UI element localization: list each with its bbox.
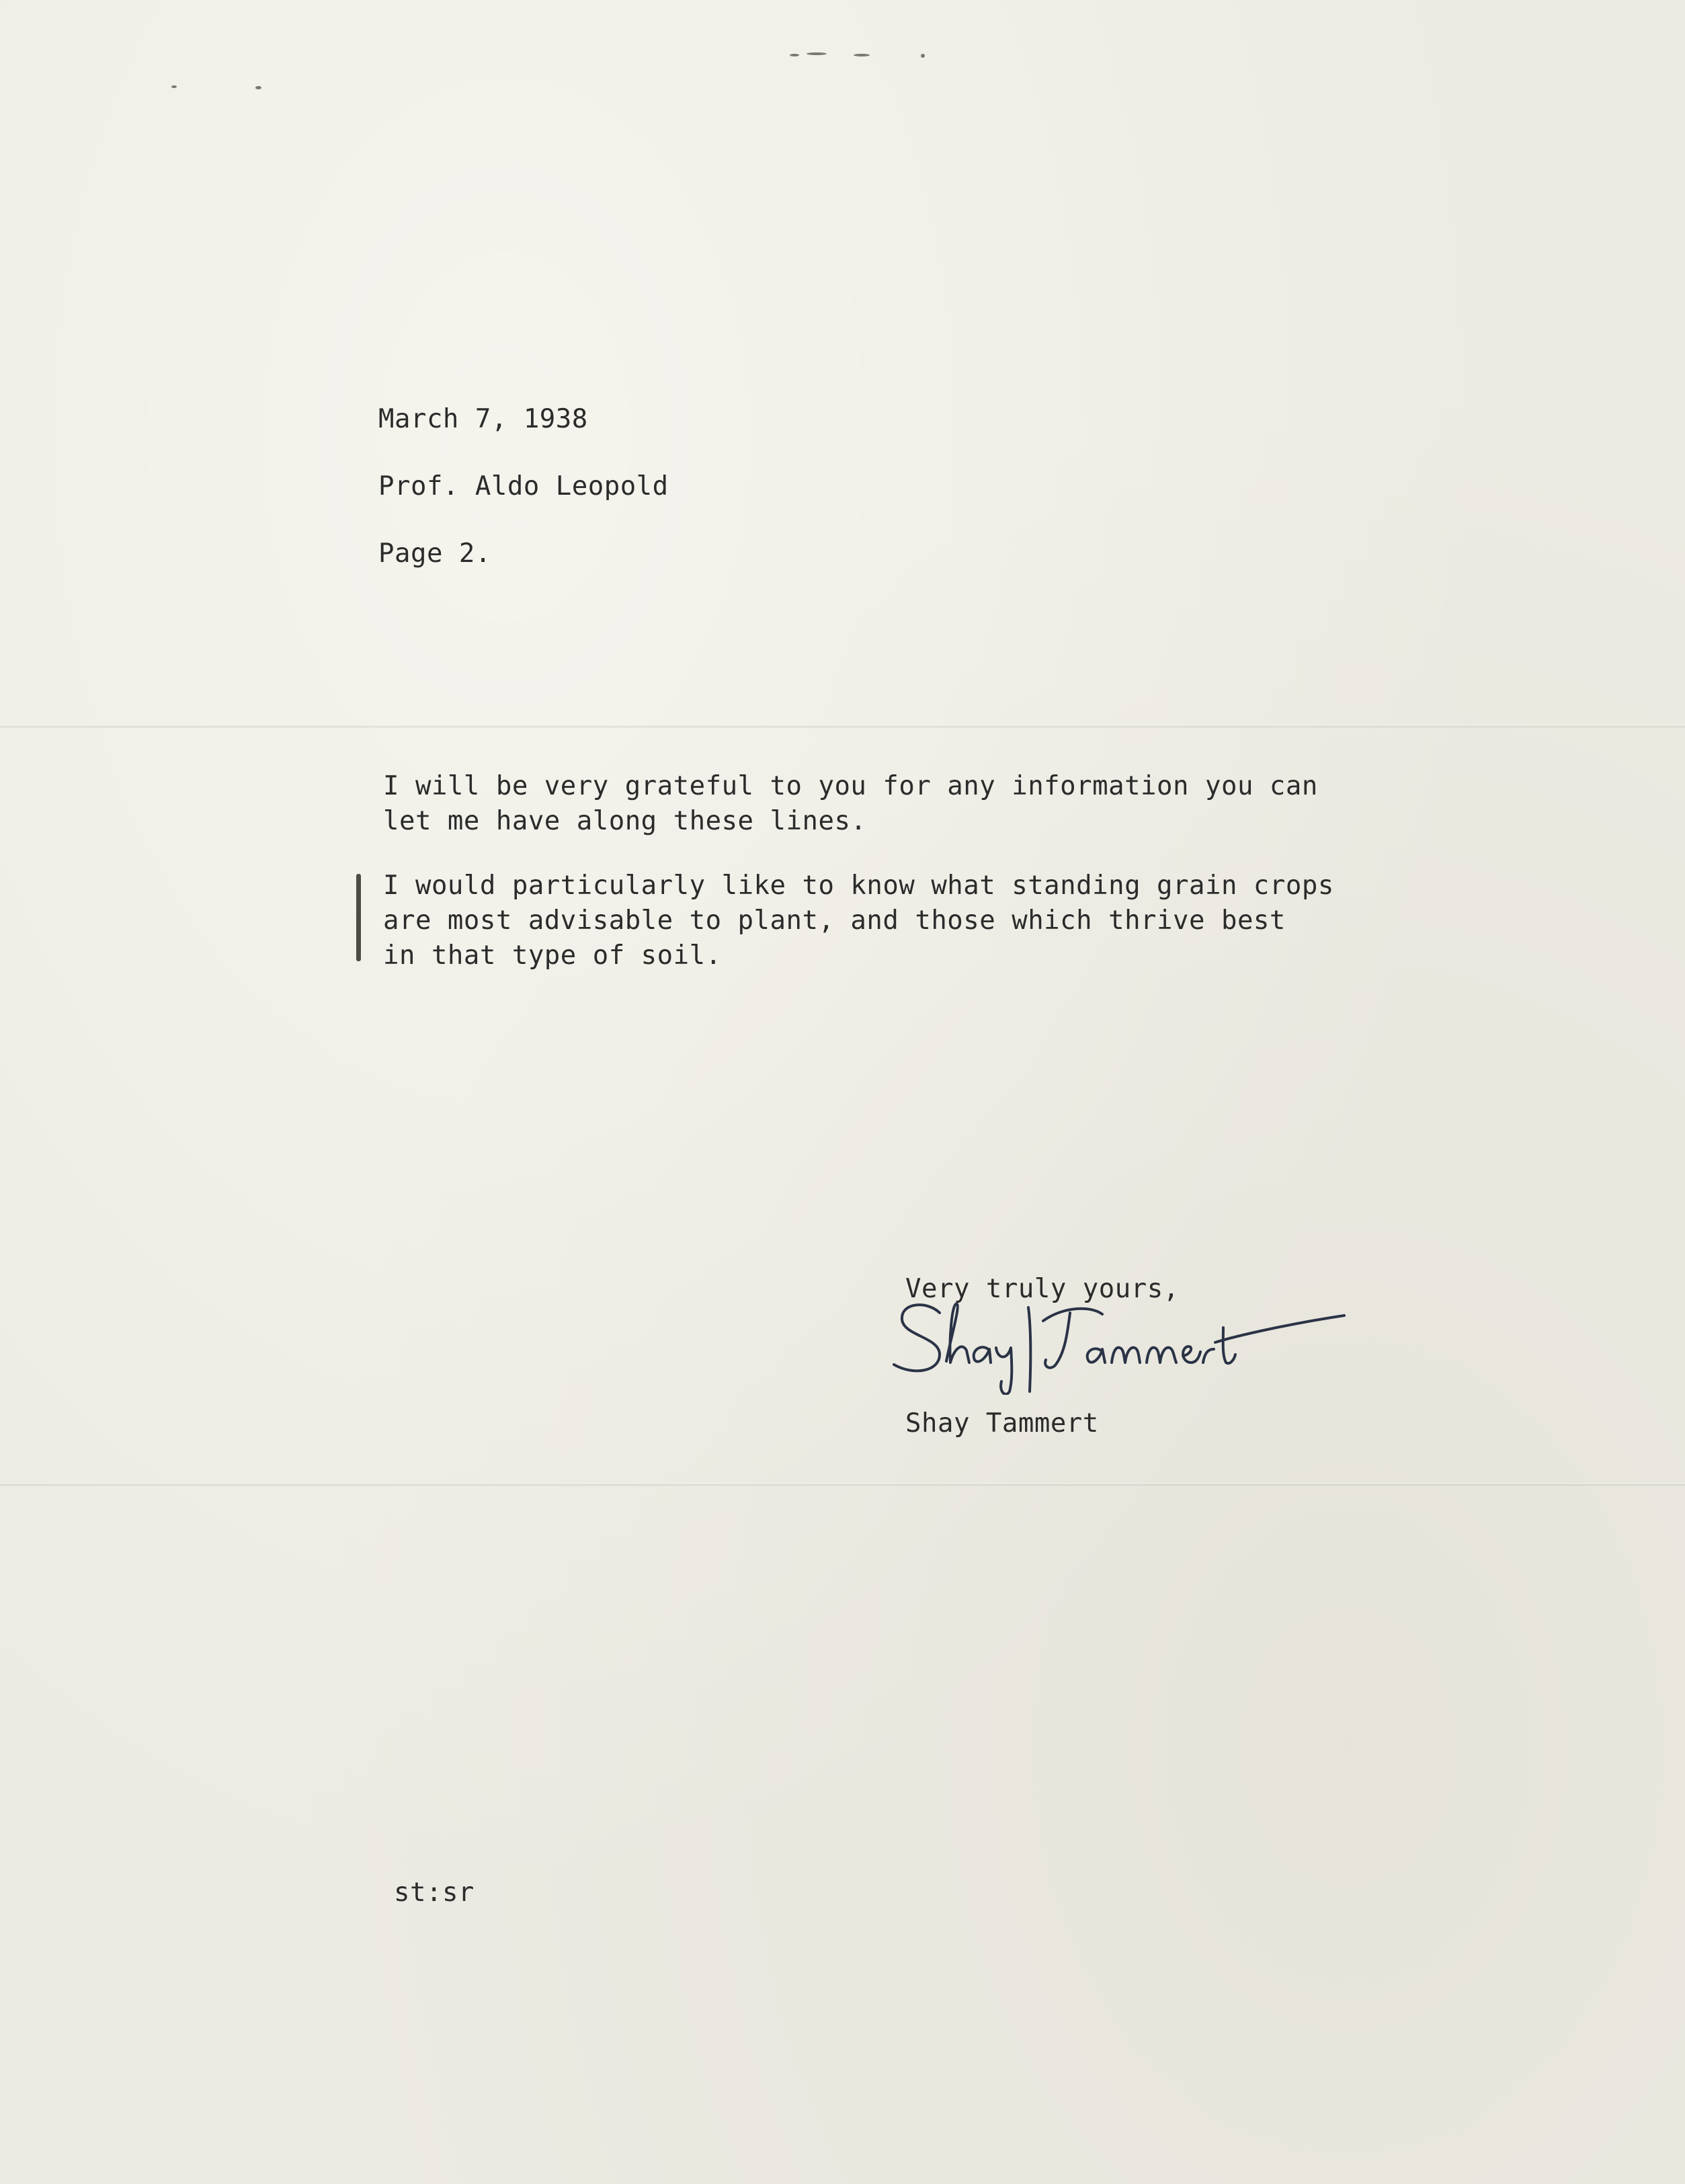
margin-mark xyxy=(356,874,361,961)
paper-speck xyxy=(854,54,870,56)
paper-speck xyxy=(255,86,261,89)
paragraph-2-line-2: are most advisable to plant, and those which thrive best xyxy=(383,905,1286,936)
paper-speck xyxy=(171,85,177,88)
reference-initials: st:sr xyxy=(394,1877,475,1908)
closing: Very truly yours, xyxy=(905,1274,1180,1304)
paragraph-2-line-3: in that type of soil. xyxy=(383,940,722,971)
letter-date: March 7, 1938 xyxy=(378,404,588,434)
paragraph-1-line-1: I will be very grateful to you for any information you can xyxy=(383,771,1318,801)
paragraph-1-line-2: let me have along these lines. xyxy=(383,806,867,836)
paper-speck xyxy=(807,52,827,55)
typed-signer-name: Shay Tammert xyxy=(905,1408,1099,1439)
paper-fold-line xyxy=(0,1483,1685,1487)
page-number: Page 2. xyxy=(378,538,491,569)
letter-addressee: Prof. Aldo Leopold xyxy=(378,471,669,501)
paper-speck xyxy=(921,54,925,58)
handwritten-signature xyxy=(887,1281,1371,1395)
paper-speck xyxy=(790,54,799,56)
paper-fold-line xyxy=(0,725,1685,729)
paragraph-2-line-1: I would particularly like to know what standing grain crops xyxy=(383,871,1334,901)
